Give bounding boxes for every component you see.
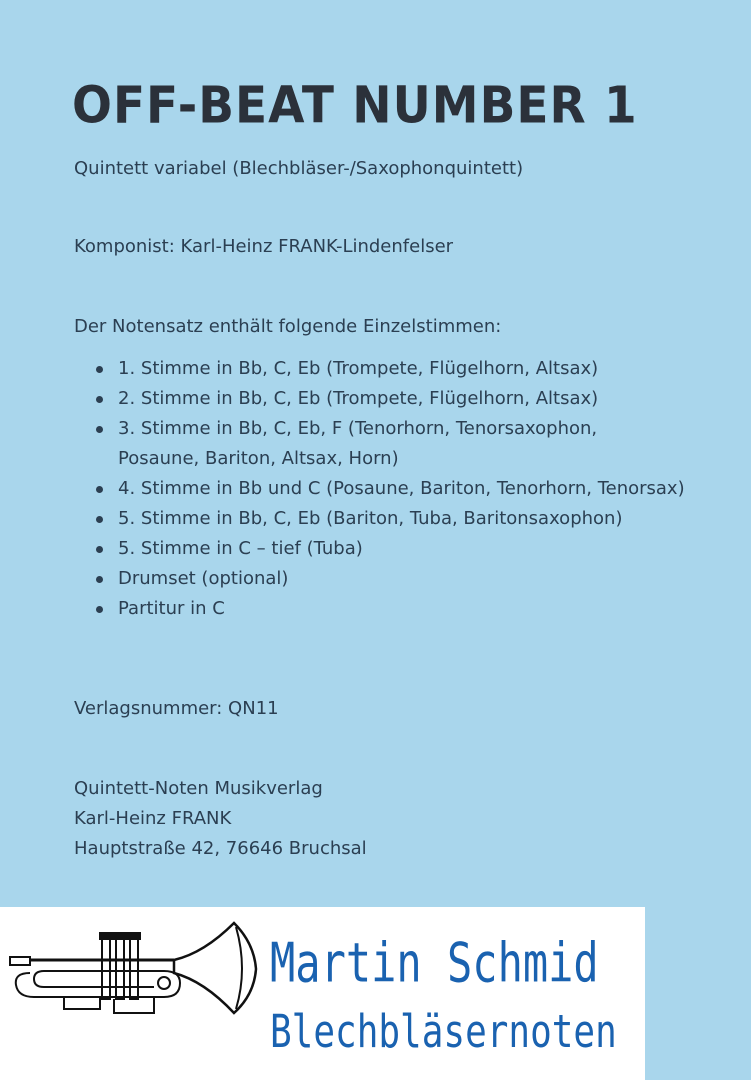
part-label: 5. Stimme in Bb, C, Eb (Bariton, Tuba, Baritonsaxophon) — [118, 508, 623, 529]
list-item — [74, 594, 714, 624]
brand-name: Martin Schmid — [270, 931, 599, 995]
bullet-icon — [96, 366, 103, 373]
part-label: 1. Stimme in Bb, C, Eb (Trompete, Flügelhorn, Altsax) — [118, 358, 599, 379]
part-label: Drumset (optional) — [118, 568, 289, 589]
brand-subtitle: Blechbläsernoten — [270, 1007, 617, 1059]
part-label: 2. Stimme in Bb, C, Eb (Trompete, Flügelhorn, Altsax) — [118, 388, 599, 409]
bullet-icon — [96, 486, 103, 493]
bullet-icon — [96, 516, 103, 523]
publisher-owner: Karl-Heinz FRANK — [74, 808, 232, 829]
publisher-block — [74, 774, 367, 864]
publisher-name: Quintett-Noten Musikverlag — [74, 778, 323, 799]
list-item — [74, 564, 714, 594]
subtitle: Quintett variabel (Blechbläser-/Saxophonquintett) — [74, 158, 524, 179]
bullet-icon — [96, 606, 103, 613]
list-item — [74, 534, 714, 564]
parts-intro: Der Notensatz enthält folgende Einzelstimmen: — [74, 316, 502, 337]
part-label: Partitur in C — [118, 598, 225, 619]
bullet-icon — [96, 396, 103, 403]
page-title: OFF-BEAT NUMBER 1 — [72, 76, 638, 136]
trumpet-icon — [4, 913, 266, 1023]
part-label: 4. Stimme in Bb und C (Posaune, Bariton, Tenorhorn, Tenorsax) — [118, 478, 685, 499]
list-item — [74, 414, 714, 474]
publisher-number: Verlagsnummer: QN11 — [74, 698, 279, 719]
bullet-icon — [96, 546, 103, 553]
watermark-banner — [0, 907, 645, 1080]
publisher-address: Hauptstraße 42, 76646 Bruchsal — [74, 838, 367, 859]
list-item — [74, 384, 714, 414]
parts-list — [74, 354, 714, 624]
list-item — [74, 504, 714, 534]
list-item — [74, 474, 714, 504]
part-label: 5. Stimme in C – tief (Tuba) — [118, 538, 363, 559]
bullet-icon — [96, 576, 103, 583]
list-item — [74, 354, 714, 384]
composer-line: Komponist: Karl-Heinz FRANK-Lindenfelser — [74, 236, 454, 257]
part-label: 3. Stimme in Bb, C, Eb, F (Tenorhorn, Tenorsaxophon, Posaune, Bariton, Altsax, Horn) — [118, 418, 598, 469]
bullet-icon — [96, 426, 103, 433]
